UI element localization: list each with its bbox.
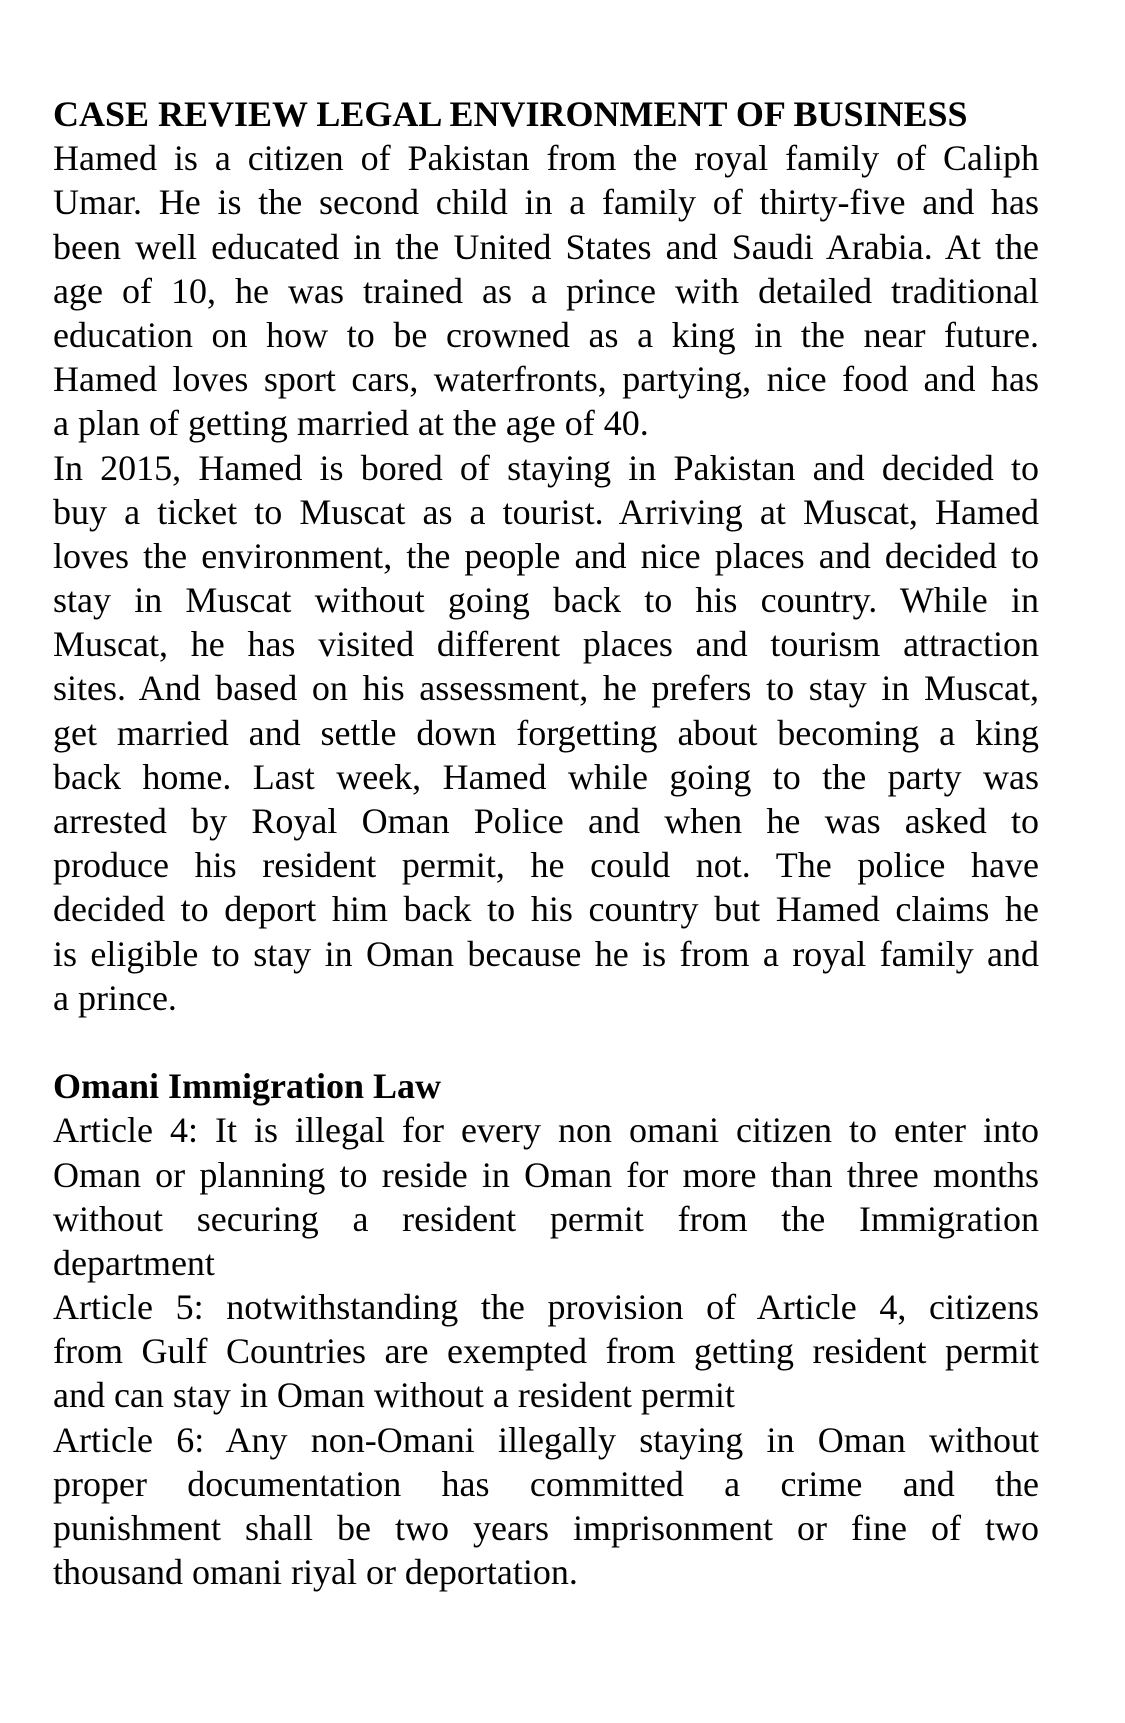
- text-line: Umar. He is the second child in a family of thirty-five and has: [53, 182, 1039, 223]
- paragraph: [53, 446, 1039, 1020]
- text-line: sites. And based on his assessment, he prefers to stay in Muscat,: [53, 668, 1039, 709]
- text-line: without securing a resident permit from the Immigration: [53, 1198, 1039, 1239]
- text-line: buy a ticket to Muscat as a tourist. Arriving at Muscat, Hamed: [53, 491, 1039, 532]
- blank-line: [53, 1020, 1039, 1064]
- text-line: Hamed is a citizen of Pakistan from the royal family of Caliph: [53, 138, 1039, 179]
- text-line: a plan of getting married at the age of 40.: [53, 403, 649, 444]
- text-line: arrested by Royal Oman Police and when he was asked to: [53, 801, 1039, 841]
- text-line: a prince.: [53, 977, 177, 1018]
- text-line: from Gulf Countries are exempted from getting resident permit: [53, 1331, 1039, 1372]
- text-line: back home. Last week, Hamed while going to the party was: [53, 756, 1039, 797]
- text-line: Hamed loves sport cars, waterfronts, partying, nice food and has: [53, 359, 1039, 400]
- document-title: CASE REVIEW LEGAL ENVIRONMENT OF BUSINESS: [53, 94, 968, 134]
- text-line: decided to deport him back to his country but Hamed claims he: [53, 889, 1039, 930]
- law-articles: [53, 1108, 1039, 1594]
- text-line: loves the environment, the people and nice places and decided to: [53, 535, 1039, 576]
- text-line: In 2015, Hamed is bored of staying in Pakistan and decided to: [53, 447, 1039, 488]
- article: [53, 1108, 1039, 1285]
- paragraph: [53, 136, 1039, 445]
- law-heading: Omani Immigration Law: [53, 1066, 442, 1107]
- article: [53, 1285, 1039, 1418]
- text-line: thousand omani riyal or deportation.: [53, 1552, 578, 1593]
- text-line: punishment shall be two years imprisonment or fine of two: [53, 1508, 1039, 1548]
- text-line: stay in Muscat without going back to his country. While in: [53, 580, 1039, 621]
- text-line: age of 10, he was trained as a prince with detailed traditional: [53, 270, 1039, 311]
- text-line: education on how to be crowned as a king in the near future.: [53, 314, 1039, 355]
- article: [53, 1418, 1039, 1595]
- text-line: Muscat, he has visited different places and tourism attraction: [53, 624, 1039, 665]
- text-line: produce his resident permit, he could not. The police have: [53, 845, 1039, 886]
- text-line: and can stay in Oman without a resident permit: [53, 1375, 735, 1416]
- text-line: Article 4: It is illegal for every non omani citizen to enter into: [53, 1110, 1039, 1151]
- text-line: get married and settle down forgetting about becoming a king: [53, 712, 1039, 753]
- case-narrative: [53, 136, 1039, 1020]
- text-line: is eligible to stay in Oman because he is from a royal family and: [53, 933, 1039, 974]
- document-body: [53, 92, 1039, 1594]
- text-line: proper documentation has committed a crime and the: [53, 1463, 1039, 1504]
- text-line: Article 6: Any non-Omani illegally staying in Oman without: [53, 1419, 1039, 1460]
- text-line: Oman or planning to reside in Oman for more than three months: [53, 1154, 1039, 1195]
- text-line: Article 5: notwithstanding the provision of Article 4, citizens: [53, 1287, 1039, 1328]
- text-line: been well educated in the United States and Saudi Arabia. At the: [53, 226, 1039, 267]
- text-line: department: [53, 1242, 215, 1283]
